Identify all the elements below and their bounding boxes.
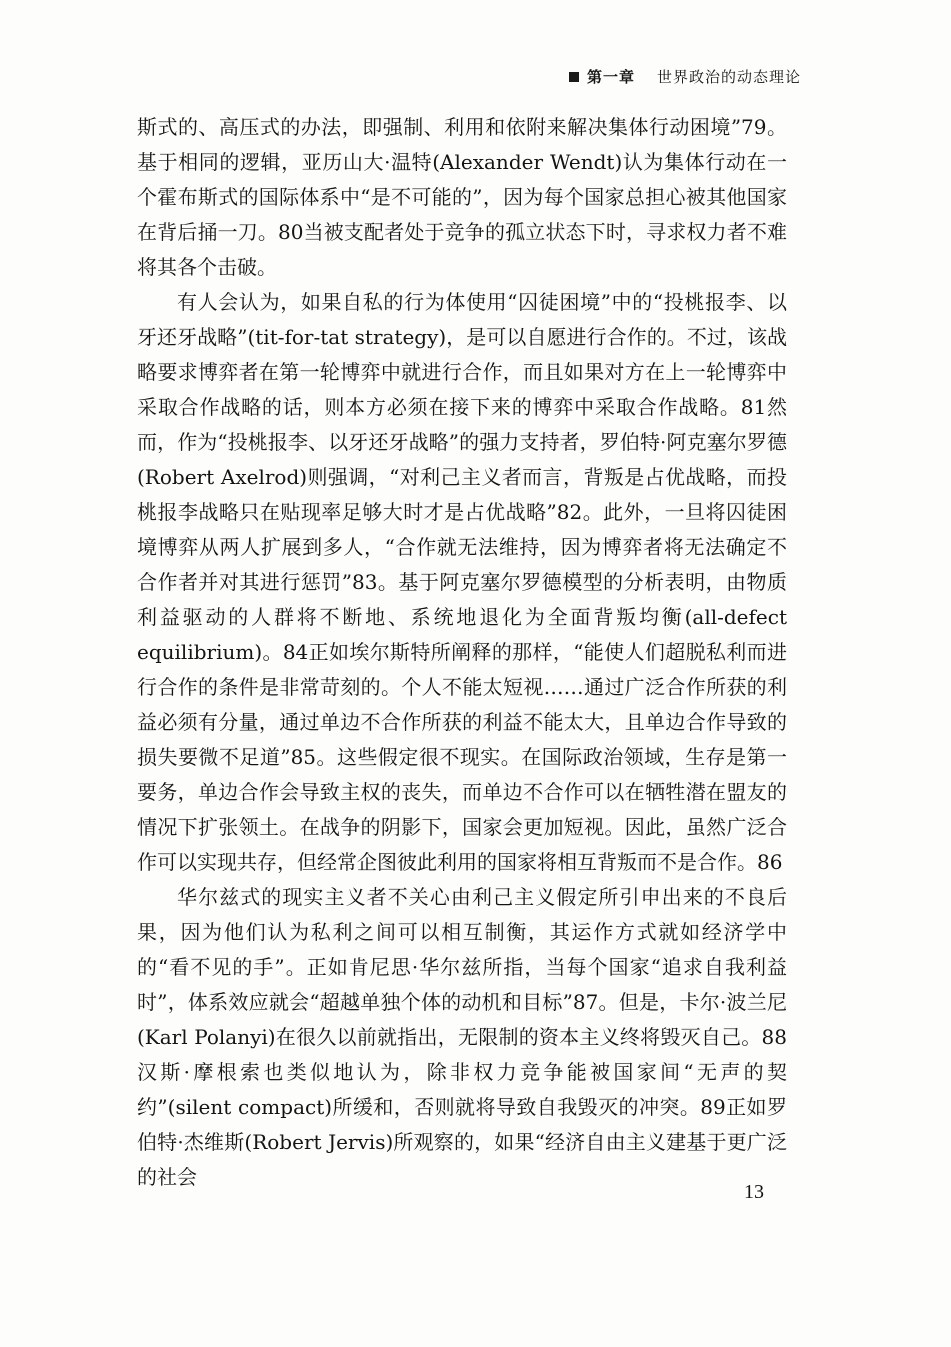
paragraph-1: 斯式的、高压式的办法，即强制、利用和依附来解决集体行动困境”79。基于相同的逻辑，亚历山大·温特(Alexander Wendt)认为集体行动在一个霍布斯式的国际体系中“是不可能的”，因为每个国家总担心被其他国家在背后捅一刀。80当被支配者处于竞争的孤立状态下时，寻求权力者不难将其各个击破。 (137, 115, 787, 279)
header-chapter: 第一章 (586, 68, 635, 86)
paragraph-2: 有人会认为，如果自私的行为体使用“囚徒困境”中的“投桃报李、以牙还牙战略”(tit-for-tat strategy)，是可以自愿进行合作的。不过，该战略要求博弈者在第一轮博弈中就进行合作，而且如果对方在上一轮博弈中采取合作战略的话，则本方必须在接下来的博弈中采取合作战略。81然而，作为“投桃报李、以牙还牙战略”的强力支持者，罗伯特·阿克塞尔罗德(Robert Axelrod)则强调，“对利己主义者而言，背叛是占优战略，而投桃报李战略只在贴现率足够大时才是占优战略”82。此外，一旦将囚徒困境博弈从两人扩展到多人，“合作就无法维持，因为博弈者将无法确定不合作者并对其进行惩罚”83。基于阿克塞尔罗德模型的分析表明，由物质利益驱动的人群将不断地、系统地退化为全面背叛均衡(all-defect equilibrium)。84正如埃尔斯特所阐释的那样，“能使人们超脱私利而进行合作的条件是非常苛刻的。个人不能太短视……通过广泛合作所获的利益必须有分量，通过单边不合作所获的利益不能太大，且单边合作导致的损失要微不足道”85。这些假定很不现实。在国际政治领域，生存是第一要务，单边合作会导致主权的丧失，而单边不合作可以在牺牲潜在盟友的情况下扩张领土。在战争的阴影下，国家会更加短视。因此，虽然广泛合作可以实现共存，但经常企图彼此利用的国家将相互背叛而不是合作。86 (137, 290, 787, 874)
paragraph-3: 华尔兹式的现实主义者不关心由利己主义假定所引申出来的不良后果，因为他们认为私利之间可以相互制衡，其运作方式就如经济学中的“看不见的手”。正如肯尼思·华尔兹所指，当每个国家“追求自我利益时”，体系效应就会“超越单独个体的动机和目标”87。但是，卡尔·波兰尼(Karl Polanyi)在很久以前就指出，无限制的资本主义终将毁灭自己。88汉斯·摩根索也类似地认为，除非权力竞争能被国家间“无声的契约”(silent compact)所缓和，否则就将导致自我毁灭的冲突。89正如罗伯特·杰维斯(Robert Jervis)所观察的，如果“经济自由主义建基于更广泛的社会 (137, 885, 787, 1189)
page-number: 13 (744, 1181, 764, 1203)
page-body (137, 110, 787, 1195)
square-bullet-icon (569, 72, 579, 82)
running-header (569, 66, 801, 87)
header-title: 世界政治的动态理论 (656, 68, 801, 86)
